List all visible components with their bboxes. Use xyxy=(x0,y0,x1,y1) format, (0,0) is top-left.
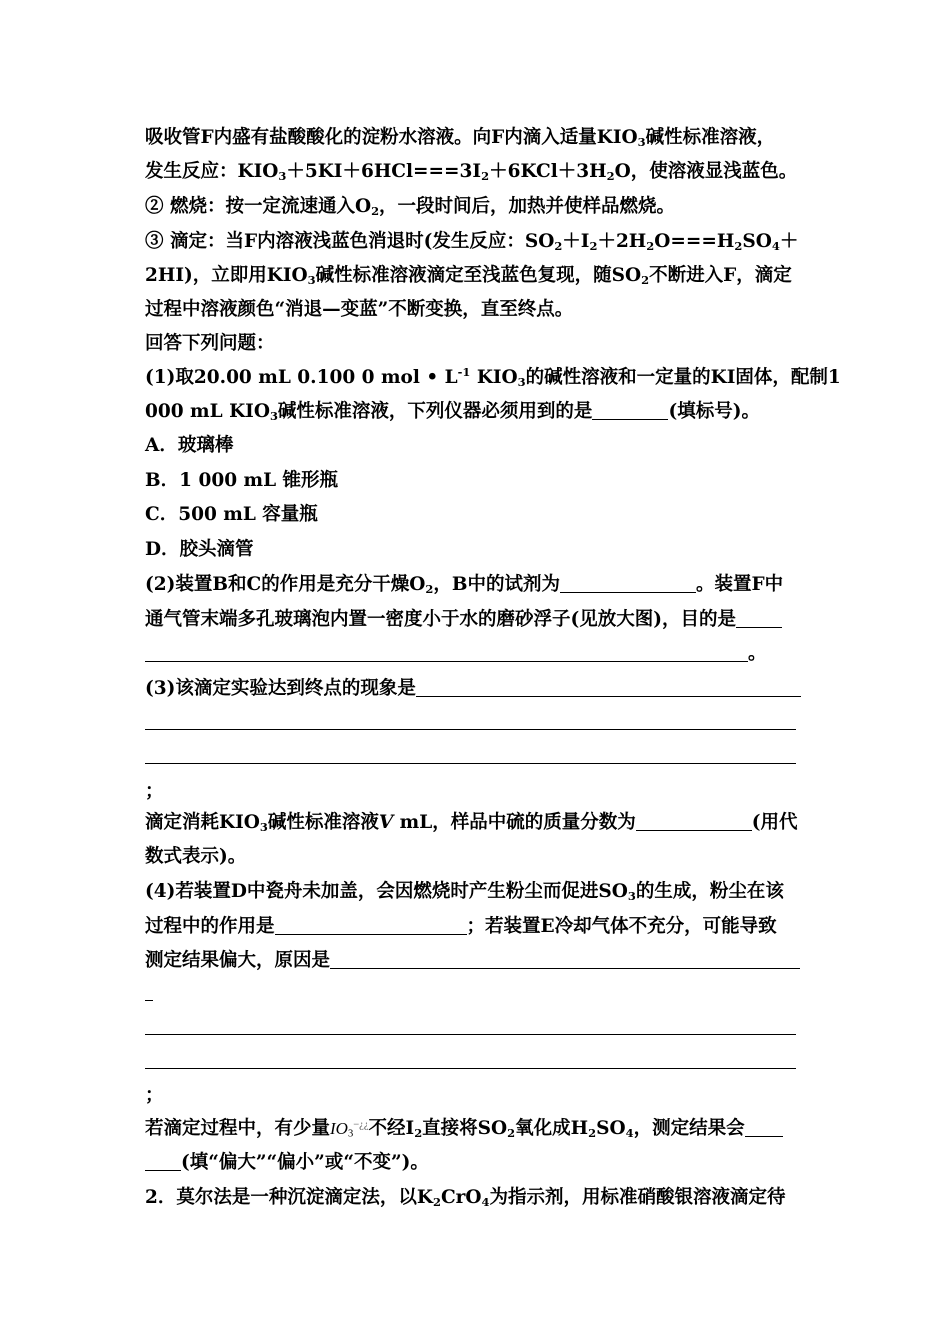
question-1: (1)取20.00 mL 0.100 0 mol • $L^{-1}$ $KIO_3$的碱性溶液和一定量的KI固体，配制1 xyxy=(145,365,841,389)
text-line: 。 xyxy=(145,642,767,666)
answer-blank[interactable] xyxy=(275,916,467,935)
text-line: ② 燃烧：按一定流速通入$O_2$，一段时间后，加热并使样品燃烧。 xyxy=(145,196,676,218)
answer-blank[interactable] xyxy=(636,812,752,831)
answer-blank[interactable] xyxy=(145,1152,181,1171)
answer-blank[interactable] xyxy=(745,1118,783,1137)
answer-line[interactable] xyxy=(145,763,796,764)
answer-blank[interactable] xyxy=(145,643,748,662)
answer-line[interactable] xyxy=(145,1000,153,1001)
text-line: 000 mL $KIO_3$碱性标准溶液，下列仪器必须用到的是 (填标号)。 xyxy=(145,401,760,423)
text-line: (填“偏大”“偏小”或“不变”)。 xyxy=(145,1151,429,1175)
text-line: 过程中的作用是 ；若装置E冷却气体不充分，可能导致 xyxy=(145,916,777,937)
text-line: 通气管末端多孔玻璃泡内置一密度小于水的磨砂浮子(见放大图)，目的是 xyxy=(145,608,782,632)
question-2: (2)装置B和C的作用是充分干燥$O_2$，B中的试剂为 。装置F中 xyxy=(145,574,784,596)
answer-line[interactable] xyxy=(145,729,796,730)
question-3: (3)该滴定实验达到终点的现象是 xyxy=(145,677,801,701)
text-line: ③ 滴定：当F内溶液浅蓝色消退时(发生反应：$SO_2+I_2+2H_2O===H_2SO_4+$ xyxy=(145,231,799,253)
answer-blank[interactable] xyxy=(736,609,782,628)
option-a: A．玻璃棒 xyxy=(145,435,234,456)
text-line: 回答下列问题： xyxy=(145,333,275,354)
text-line: 吸收管F内盛有盐酸酸化的淀粉水溶液。向F内滴入适量$KIO_3$碱性标准溶液， xyxy=(145,127,776,149)
text-line: 2HI)，立即用$KIO_3$碱性标准溶液滴定至浅蓝色复现，随$SO_2$不断进入F，滴定 xyxy=(145,265,792,287)
option-b: B．1 000 mL 锥形瓶 xyxy=(145,470,339,491)
text-line: 数式表示)。 xyxy=(145,846,247,867)
text-line: 测定结果偏大，原因是 xyxy=(145,949,800,973)
answer-line[interactable] xyxy=(145,1034,796,1035)
option-d: D．胶头滴管 xyxy=(145,539,254,560)
question-4: (4)若装置D中瓷舟未加盖，会因燃烧时产生粉尘而促进$SO_3$的生成，粉尘在该 xyxy=(145,881,784,903)
text-line: 发生反应：$KIO_3+5KI+6HCl===3I_2+6KCl+3H_2O$，使溶液显浅蓝色。 xyxy=(145,161,798,183)
text-line: ； xyxy=(145,1085,164,1106)
answer-blank[interactable] xyxy=(592,401,668,420)
answer-line[interactable] xyxy=(145,1068,796,1069)
text-line: 滴定消耗$KIO_3$碱性标准溶液V mL，样品中硫的质量分数为 (用代 xyxy=(145,812,798,834)
question-2-main: 2．莫尔法是一种沉淀滴定法，以$K_2CrO_4$为指示剂，用标准硝酸银溶液滴定待 xyxy=(145,1187,786,1209)
answer-blank[interactable] xyxy=(560,574,696,593)
iodate-formula: $IO_3^{-¿¿}$ xyxy=(330,1119,369,1140)
answer-blank[interactable] xyxy=(330,950,800,969)
text-line: ； xyxy=(145,781,164,802)
text-line: 过程中溶液颜色“消退—变蓝”不断变换，直至终点。 xyxy=(145,299,574,320)
answer-blank[interactable] xyxy=(416,678,801,697)
option-c: C．500 mL 容量瓶 xyxy=(145,504,318,525)
text-line: 若滴定过程中，有少量$IO_3^{-¿¿}$不经$I_2$直接将$SO_2$氧化成$H_2SO_4$，测定结果会 xyxy=(145,1117,783,1141)
text-span: 吸收管F内盛有盐酸酸化的淀粉水溶液。向F内滴入适量KIO xyxy=(145,127,638,148)
